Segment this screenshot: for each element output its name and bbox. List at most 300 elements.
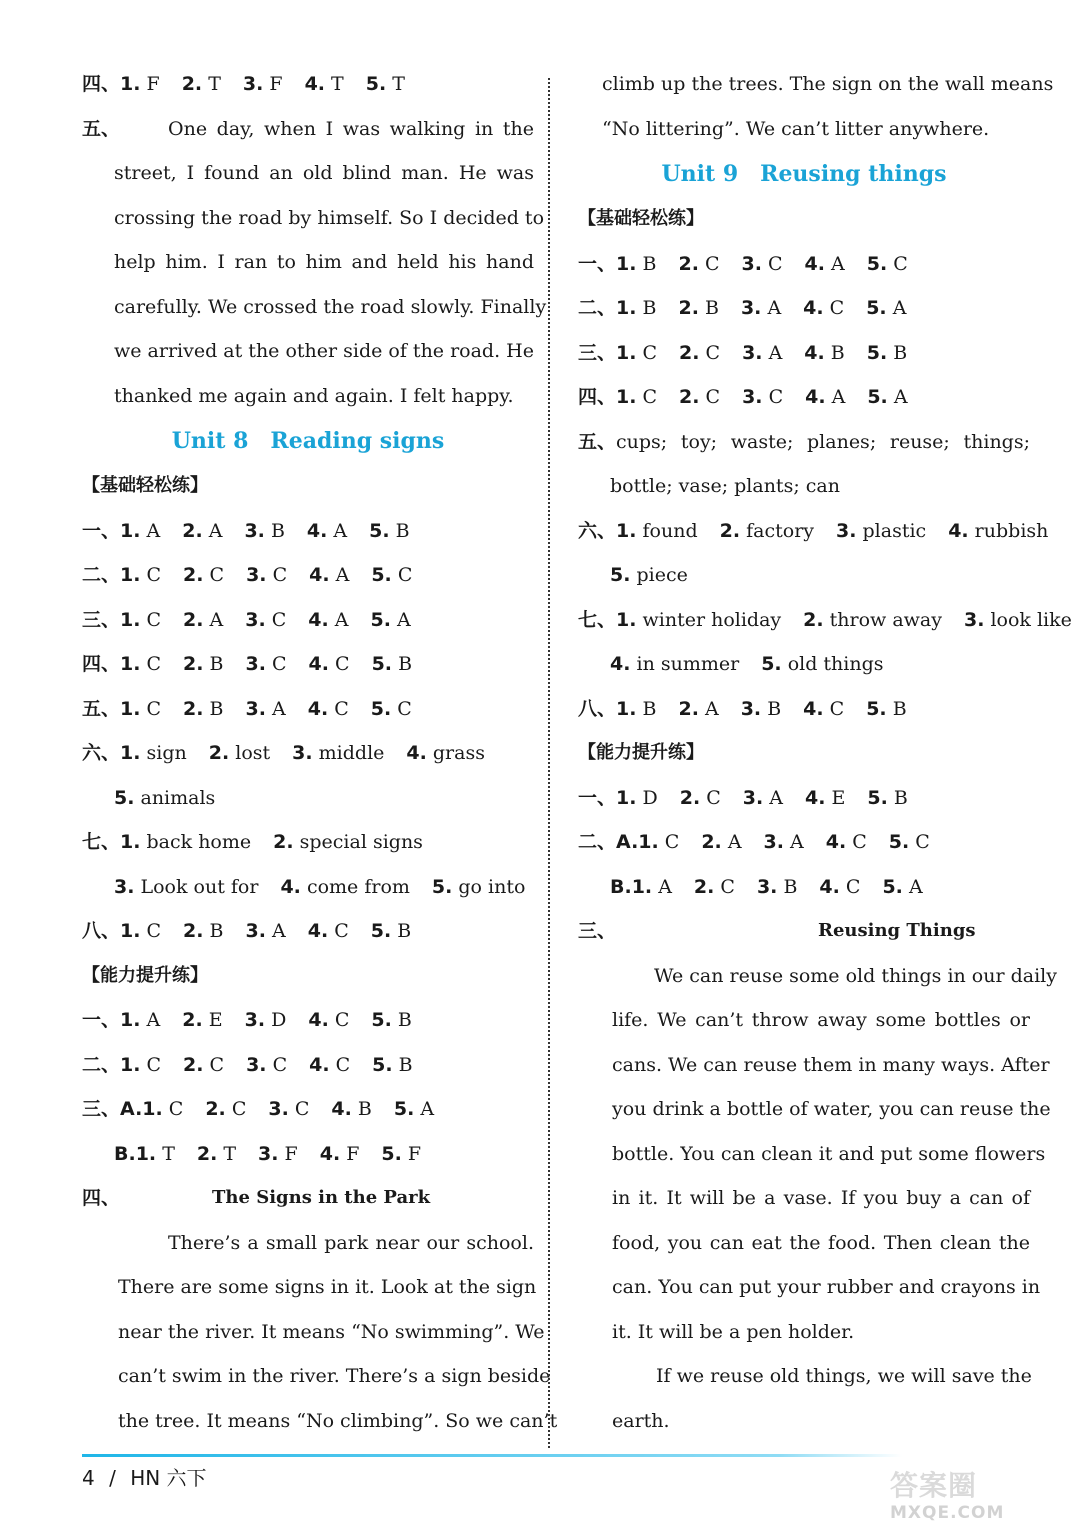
answer-row bbox=[82, 642, 534, 687]
item-answer: A bbox=[784, 831, 804, 853]
item-number: 4. bbox=[948, 519, 969, 542]
answer-item bbox=[867, 375, 907, 420]
answer-item bbox=[120, 509, 160, 554]
item-number: 4. bbox=[308, 608, 329, 631]
item-answer: C bbox=[265, 653, 287, 675]
page-number: 4 bbox=[82, 1466, 95, 1490]
item-answer: A bbox=[887, 386, 908, 408]
answer-item bbox=[246, 642, 287, 687]
question-label: 五、 bbox=[82, 697, 121, 720]
answer-item bbox=[120, 598, 161, 643]
item-number: 4. bbox=[825, 831, 847, 853]
item-answer: C bbox=[909, 831, 930, 853]
answer-item bbox=[309, 1043, 350, 1088]
item-answer: animals bbox=[134, 786, 216, 809]
item-answer: C bbox=[636, 341, 658, 364]
question-label: 一、 bbox=[82, 1009, 121, 1031]
essay-text: One day, when I was walking in the bbox=[168, 117, 534, 140]
question-label: 四、 bbox=[578, 386, 617, 408]
text-line: “No littering”. We can’t litter anywhere. bbox=[602, 117, 990, 140]
answer-item bbox=[381, 1132, 421, 1177]
item-number: 1. bbox=[120, 1009, 141, 1031]
answer-item bbox=[964, 598, 1072, 643]
item-number: 1. bbox=[616, 786, 637, 809]
item-answer: F bbox=[401, 1142, 422, 1165]
item-answer: C bbox=[140, 697, 162, 720]
item-number: 5. bbox=[372, 1053, 393, 1076]
item-answer: B bbox=[391, 1009, 412, 1031]
item-number: 1. bbox=[616, 386, 637, 408]
question-label: 五、 bbox=[578, 430, 617, 453]
answer-item bbox=[366, 62, 405, 107]
answer-item bbox=[320, 1132, 360, 1177]
answer-row bbox=[82, 1132, 534, 1177]
answer-item bbox=[743, 776, 783, 821]
item-number: 1. bbox=[120, 831, 141, 853]
item-answer: special signs bbox=[293, 831, 423, 853]
item-number: 3. bbox=[763, 831, 784, 853]
item-answer: C bbox=[265, 608, 287, 631]
item-answer: B bbox=[203, 697, 224, 720]
item-answer: B bbox=[636, 297, 657, 319]
item-number: 3. bbox=[836, 519, 857, 542]
item-number: 2. bbox=[208, 742, 230, 764]
item-number: 3. bbox=[244, 519, 265, 542]
answer-item bbox=[616, 242, 656, 287]
item-answer: throw away bbox=[823, 608, 942, 631]
answer-item bbox=[616, 331, 657, 376]
item-number: 3. bbox=[245, 920, 266, 942]
item-answer: A bbox=[328, 608, 349, 631]
item-answer: C bbox=[846, 831, 867, 853]
item-answer: B bbox=[636, 697, 657, 720]
question-label: 四、 bbox=[82, 73, 121, 95]
answer-item bbox=[679, 375, 720, 420]
answer-row bbox=[578, 687, 1030, 732]
item-number: 5. bbox=[370, 697, 392, 720]
section-heading-basic: 【基础轻松练】 bbox=[578, 208, 704, 229]
item-number: 1. bbox=[616, 341, 637, 364]
item-number: 4. bbox=[307, 920, 329, 942]
answer-item bbox=[183, 1043, 224, 1088]
answer-item bbox=[742, 331, 782, 376]
item-answer: C bbox=[162, 1098, 184, 1120]
item-number: 4. bbox=[803, 297, 824, 319]
item-answer: lost bbox=[229, 742, 271, 764]
answer-item bbox=[371, 687, 412, 732]
item-answer: F bbox=[278, 1142, 298, 1165]
question-label: 四、 bbox=[82, 653, 121, 675]
text-line: bottle; vase; plants; can bbox=[610, 475, 840, 497]
answer-row bbox=[82, 909, 534, 954]
answer-item bbox=[120, 687, 161, 732]
item-answer: A bbox=[202, 519, 223, 542]
answer-row bbox=[578, 642, 1030, 687]
unit-heading bbox=[578, 151, 1030, 197]
item-answer: F bbox=[340, 1142, 360, 1165]
item-number: 5. bbox=[867, 386, 888, 408]
answer-item bbox=[819, 865, 860, 910]
item-number: 5. bbox=[365, 73, 387, 95]
text-line: life. We can’t throw away some bottles or bbox=[612, 1009, 1030, 1031]
answer-item bbox=[882, 865, 922, 910]
item-number: 1. bbox=[120, 742, 141, 764]
item-answer: C bbox=[288, 1098, 310, 1120]
answer-item bbox=[371, 598, 411, 643]
part-label: B. bbox=[114, 1142, 136, 1165]
answer-item bbox=[244, 509, 284, 554]
item-number: 1. bbox=[616, 252, 637, 275]
item-answer: B bbox=[824, 341, 845, 364]
item-number: 3. bbox=[242, 73, 264, 95]
item-number: 1. bbox=[120, 1053, 141, 1076]
item-answer: T bbox=[156, 1142, 175, 1165]
answer-item bbox=[243, 62, 283, 107]
item-number: 2. bbox=[183, 653, 204, 675]
item-number: 2. bbox=[183, 920, 204, 942]
answer-row bbox=[82, 598, 534, 643]
item-answer: C bbox=[266, 1053, 288, 1076]
item-answer: Look out for bbox=[134, 875, 259, 898]
item-number: 3. bbox=[246, 1053, 267, 1076]
answer-item bbox=[183, 909, 223, 954]
answer-item bbox=[120, 820, 251, 865]
answer-item bbox=[183, 553, 224, 598]
answer-item bbox=[182, 998, 222, 1043]
item-answer: C bbox=[203, 564, 225, 586]
item-answer: C bbox=[329, 1053, 351, 1076]
section-heading-basic: 【基础轻松练】 bbox=[82, 475, 208, 496]
item-number: 3. bbox=[742, 786, 764, 809]
item-answer: A bbox=[265, 697, 286, 720]
answer-row bbox=[578, 865, 1030, 910]
item-answer: B bbox=[351, 1098, 372, 1120]
question-label: 六、 bbox=[82, 742, 121, 764]
answer-row bbox=[578, 776, 1030, 821]
answer-item bbox=[120, 909, 161, 954]
text-line: can’t swim in the river. There’s a sign beside bbox=[118, 1365, 551, 1387]
item-number: 1. bbox=[120, 653, 141, 675]
item-answer: C bbox=[328, 920, 349, 942]
question-label: 八、 bbox=[82, 920, 121, 942]
item-answer: C bbox=[839, 875, 861, 898]
question-label: 二、 bbox=[578, 831, 617, 853]
answer-item bbox=[616, 509, 698, 554]
answer-item bbox=[867, 776, 907, 821]
answer-item bbox=[866, 687, 906, 732]
answer-item bbox=[761, 642, 883, 687]
footer-separator: / bbox=[109, 1466, 116, 1490]
item-answer: A bbox=[140, 1009, 161, 1031]
item-answer: D bbox=[265, 1009, 287, 1031]
unit-number: Unit 9 bbox=[661, 161, 739, 187]
answer-row bbox=[82, 865, 534, 910]
answer-item bbox=[246, 687, 286, 732]
answer-item bbox=[209, 731, 270, 776]
item-answer: old things bbox=[781, 653, 884, 675]
item-number: 3. bbox=[740, 297, 762, 319]
item-answer: C bbox=[391, 564, 413, 586]
answer-item bbox=[610, 642, 739, 687]
item-answer: B bbox=[392, 1053, 413, 1076]
item-number: 2. bbox=[678, 252, 699, 275]
item-answer: B bbox=[203, 653, 224, 675]
unit-title-text: Reusing things bbox=[760, 161, 947, 187]
item-answer: T bbox=[386, 73, 405, 95]
column-divider bbox=[548, 78, 550, 1448]
answer-item bbox=[741, 286, 781, 331]
question-label: 八、 bbox=[578, 697, 617, 720]
item-number: 1. bbox=[120, 519, 141, 542]
answer-item bbox=[308, 909, 349, 954]
item-number: 3. bbox=[756, 875, 778, 898]
item-answer: C bbox=[887, 252, 908, 275]
answer-text: cups; toy; waste; planes; reuse; things; bbox=[616, 430, 1030, 453]
item-answer: E bbox=[202, 1009, 223, 1031]
item-number: 2. bbox=[679, 786, 701, 809]
item-number: 1. bbox=[631, 875, 653, 898]
answer-row bbox=[82, 62, 534, 107]
answer-row bbox=[82, 776, 534, 821]
item-answer: A bbox=[265, 920, 286, 942]
item-number: 2. bbox=[205, 1098, 226, 1120]
right-column bbox=[578, 62, 1072, 1443]
item-number: 4. bbox=[406, 742, 427, 764]
item-number: 3. bbox=[268, 1098, 289, 1120]
answer-item bbox=[632, 865, 672, 910]
text-line: the tree. It means “No climbing”. So we can’t bbox=[118, 1409, 558, 1432]
item-answer: B bbox=[636, 252, 657, 275]
item-number: 3. bbox=[741, 252, 762, 275]
item-answer: A bbox=[902, 875, 923, 898]
answer-item bbox=[638, 820, 679, 865]
item-number: 3. bbox=[742, 386, 763, 408]
answer-item bbox=[182, 509, 222, 554]
text-line: earth. bbox=[612, 1409, 670, 1432]
item-answer: C bbox=[658, 831, 680, 853]
item-answer: A bbox=[203, 608, 224, 631]
answer-item bbox=[742, 242, 783, 287]
answer-item bbox=[805, 375, 845, 420]
item-answer: C bbox=[140, 653, 162, 675]
text-line: help him. I ran to him and held his hand bbox=[114, 251, 534, 273]
answer-row bbox=[578, 242, 1030, 287]
item-answer: found bbox=[636, 519, 698, 542]
answer-row bbox=[578, 553, 1030, 598]
item-answer: C bbox=[714, 875, 735, 898]
item-number: 4. bbox=[331, 1098, 352, 1120]
item-answer: winter holiday bbox=[636, 608, 782, 631]
item-answer: B bbox=[761, 697, 782, 720]
item-number: 2. bbox=[678, 297, 699, 319]
question-label: 五、 bbox=[82, 117, 121, 140]
item-number: 3. bbox=[740, 697, 762, 720]
answer-item bbox=[678, 242, 719, 287]
item-number: 4. bbox=[308, 1009, 329, 1031]
item-answer: C bbox=[823, 297, 845, 319]
answer-item bbox=[372, 1043, 412, 1088]
answer-item bbox=[394, 1087, 434, 1132]
item-number: 1. bbox=[120, 697, 141, 720]
part-label: A. bbox=[120, 1098, 143, 1120]
item-answer: A bbox=[390, 608, 411, 631]
watermark-url: MXQE.COM bbox=[890, 1503, 1005, 1523]
essay-title: Reusing Things bbox=[818, 920, 976, 941]
answer-item bbox=[292, 731, 384, 776]
item-answer: A bbox=[329, 564, 350, 586]
item-answer: B bbox=[264, 519, 285, 542]
item-number: 5. bbox=[371, 653, 393, 675]
text-line: carefully. We crossed the road slowly. Finally bbox=[114, 295, 547, 318]
item-answer: F bbox=[140, 73, 160, 95]
item-answer: C bbox=[140, 920, 162, 942]
answer-row bbox=[578, 598, 1072, 643]
item-number: 5. bbox=[888, 831, 910, 853]
item-number: 2. bbox=[183, 697, 204, 720]
item-answer: A bbox=[762, 341, 783, 364]
item-answer: B bbox=[887, 786, 908, 809]
answer-row bbox=[82, 1043, 534, 1088]
item-answer: F bbox=[263, 73, 283, 95]
item-number: 5. bbox=[431, 875, 453, 898]
answer-item bbox=[372, 642, 412, 687]
text-line: thanked me again and again. I felt happy. bbox=[114, 384, 514, 407]
item-answer: C bbox=[203, 1053, 225, 1076]
answer-row bbox=[578, 286, 1030, 331]
item-number: 2. bbox=[693, 875, 715, 898]
answer-item bbox=[273, 820, 423, 865]
answer-item bbox=[246, 553, 287, 598]
answer-item bbox=[308, 598, 348, 643]
answer-item bbox=[742, 375, 783, 420]
answer-item bbox=[371, 909, 411, 954]
answer-item bbox=[741, 687, 781, 732]
answer-item bbox=[616, 598, 781, 643]
essay-title-row bbox=[82, 1176, 534, 1221]
answer-item bbox=[309, 642, 350, 687]
answer-item bbox=[432, 865, 526, 910]
answer-row bbox=[578, 820, 1030, 865]
answer-item bbox=[371, 553, 412, 598]
answer-item bbox=[307, 509, 347, 554]
edition-code: HN 六下 bbox=[130, 1466, 207, 1490]
question-label: 七、 bbox=[578, 608, 617, 631]
answer-row bbox=[578, 509, 1049, 554]
item-answer: A bbox=[721, 831, 742, 853]
item-number: 1. bbox=[120, 564, 141, 586]
answer-item bbox=[205, 1087, 246, 1132]
page-footer bbox=[82, 1462, 207, 1491]
answer-item bbox=[616, 776, 658, 821]
answer-item bbox=[805, 776, 845, 821]
answer-item bbox=[679, 331, 720, 376]
answer-row bbox=[578, 420, 1030, 465]
answer-item bbox=[308, 687, 349, 732]
watermark-logo bbox=[890, 1470, 1060, 1530]
item-answer: plastic bbox=[856, 519, 927, 542]
answer-row bbox=[82, 998, 534, 1043]
text-line: can. You can put your rubber and crayons in bbox=[612, 1276, 1041, 1298]
question-label: 六、 bbox=[578, 519, 617, 542]
item-number: 5. bbox=[371, 1009, 392, 1031]
item-number: 3. bbox=[246, 564, 267, 586]
answer-item bbox=[616, 375, 657, 420]
answer-item bbox=[369, 509, 409, 554]
answer-item bbox=[142, 1087, 183, 1132]
item-answer: A bbox=[761, 297, 782, 319]
item-number: 1. bbox=[142, 1098, 163, 1120]
answer-item bbox=[805, 242, 845, 287]
item-number: 1. bbox=[616, 697, 637, 720]
answer-item bbox=[757, 865, 797, 910]
question-label: 一、 bbox=[578, 786, 617, 809]
question-label: 七、 bbox=[82, 831, 121, 853]
item-answer: C bbox=[391, 697, 412, 720]
watermark-text: 答案圈 bbox=[890, 1469, 978, 1502]
answer-item bbox=[308, 998, 349, 1043]
item-number: 5. bbox=[882, 875, 903, 898]
item-answer: look like bbox=[984, 608, 1072, 631]
answer-item bbox=[867, 242, 908, 287]
item-answer: C bbox=[761, 252, 783, 275]
item-answer: sign bbox=[140, 742, 187, 764]
question-label: 二、 bbox=[82, 564, 121, 586]
answer-item bbox=[866, 286, 906, 331]
text-line: There’s a small park near our school. bbox=[168, 1231, 534, 1254]
answer-item bbox=[268, 1087, 309, 1132]
answer-item bbox=[803, 598, 942, 643]
essay-title-row bbox=[578, 909, 1030, 954]
item-number: 4. bbox=[309, 1053, 330, 1076]
item-number: 3. bbox=[245, 608, 266, 631]
item-number: 2. bbox=[803, 608, 824, 631]
item-number: 2. bbox=[273, 831, 294, 853]
answer-item bbox=[804, 331, 844, 376]
unit-heading bbox=[82, 418, 534, 464]
item-number: 3. bbox=[245, 653, 266, 675]
answer-row bbox=[578, 331, 1030, 376]
item-answer: C bbox=[225, 1098, 247, 1120]
item-number: 3. bbox=[245, 697, 266, 720]
text-line: If we reuse old things, we will save the bbox=[656, 1365, 1032, 1387]
item-number: 1. bbox=[120, 73, 141, 95]
item-answer: C bbox=[140, 608, 162, 631]
answer-item bbox=[245, 598, 286, 643]
item-number: 2. bbox=[678, 697, 699, 720]
footer-rule bbox=[82, 1454, 902, 1457]
answer-row bbox=[82, 820, 534, 865]
question-label: 三、 bbox=[578, 920, 617, 942]
answer-item bbox=[371, 998, 411, 1043]
item-number: 4. bbox=[306, 519, 328, 542]
answer-item bbox=[610, 553, 688, 598]
item-number: 4. bbox=[804, 341, 825, 364]
item-answer: C bbox=[328, 697, 349, 720]
item-answer: A bbox=[825, 386, 846, 408]
section-heading-ability: 【能力提升练】 bbox=[578, 742, 704, 763]
answer-item bbox=[694, 865, 735, 910]
item-answer: C bbox=[266, 564, 288, 586]
item-answer: B bbox=[777, 875, 798, 898]
answer-item bbox=[616, 687, 656, 732]
item-number: 4. bbox=[805, 386, 826, 408]
answer-item bbox=[120, 998, 160, 1043]
item-number: 5. bbox=[866, 252, 888, 275]
item-answer: go into bbox=[452, 875, 526, 898]
item-answer: B bbox=[392, 653, 413, 675]
item-number: 4. bbox=[803, 697, 824, 720]
item-answer: C bbox=[636, 386, 658, 408]
